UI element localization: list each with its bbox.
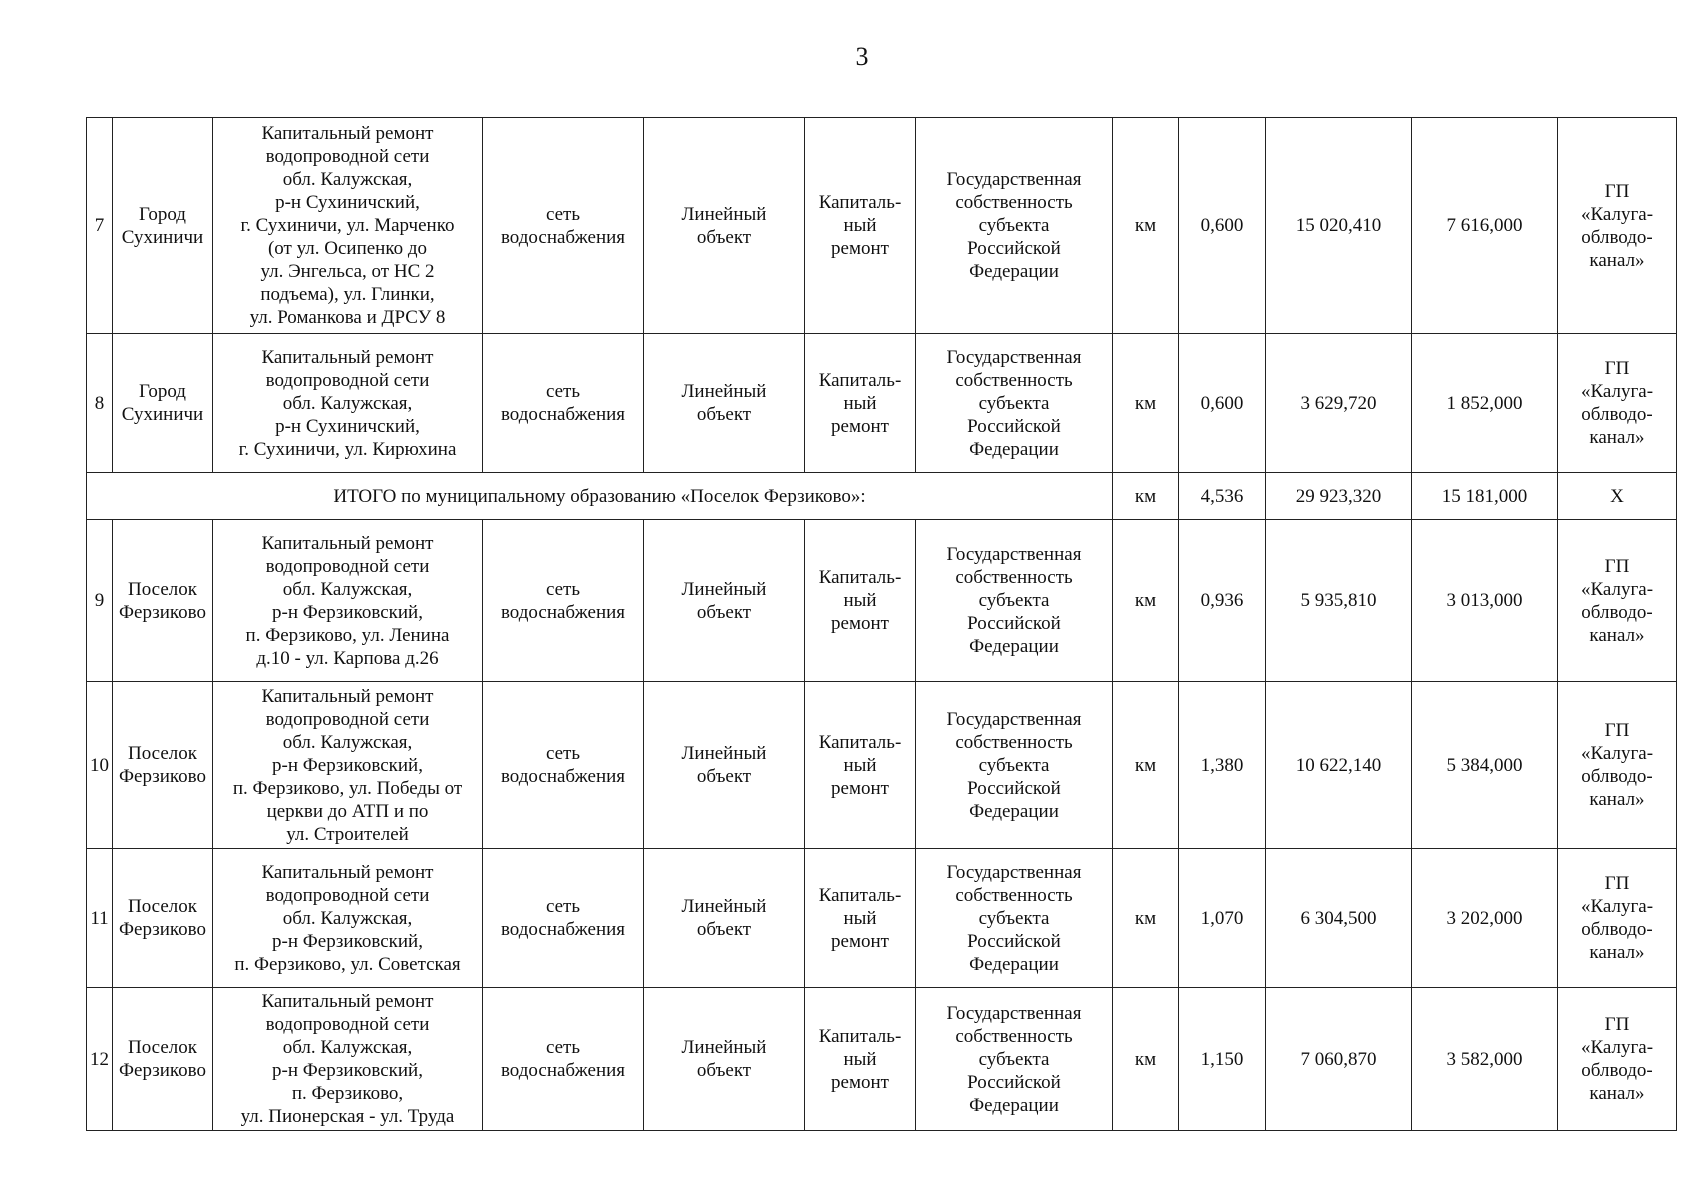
object-type-cell [644,988,805,1131]
operator-cell [1558,849,1677,988]
work-type-cell-line: Капиталь- [818,192,902,213]
ownership-cell-line: субъекта [978,215,1050,236]
unit-cell: км [1113,520,1179,682]
network-cell-line: водоснабжения [500,404,626,425]
description-cell-line: (от ул. Осипенко до [267,238,428,259]
description-cell-line: п. Ферзиково, ул. Советская [234,953,461,975]
description-cell-line: р-н Ферзиковский, [272,930,423,952]
network-cell [483,520,644,682]
description-cell-line: ул. Романкова и ДРСУ 8 [249,307,446,328]
description-cell-line: Капитальный ремонт [261,123,434,144]
operator-cell-line: облводо- [1581,766,1653,787]
operator-cell-line: канал» [1589,249,1645,271]
object-type-cell-line: объект [696,919,752,940]
description-cell [213,520,483,682]
work-type-cell-line: Капиталь- [818,567,902,588]
work-type-cell-line: Капиталь- [818,369,902,391]
page-number: 3 [855,42,869,71]
object-type-cell-line: Линейный [681,1037,767,1058]
network-cell-line: сеть [545,578,581,600]
ownership-cell [916,334,1113,473]
settlement-cell [113,334,213,473]
ownership-cell-line: собственность [955,884,1073,906]
object-type-cell-line: Линейный [681,578,767,600]
work-type-cell-line: ремонт [831,1071,889,1093]
cost-total-cell: 7 060,870 [1266,988,1412,1131]
cost-subsidy-cell: 3 202,000 [1412,849,1558,988]
network-cell-line: водоснабжения [500,1060,626,1081]
length-cell: 0,936 [1179,520,1266,682]
ownership-cell [916,988,1113,1131]
total-row [87,473,1677,520]
unit-cell: км [1113,849,1179,988]
network-cell-line: сеть [545,743,581,764]
description-cell-line: обл. Калужская, [282,578,413,600]
operator-cell [1558,118,1677,334]
cost-subsidy-cell: 7 616,000 [1412,118,1558,334]
operator-cell-line: канал» [1589,942,1645,963]
object-type-cell-line: объект [696,601,752,623]
description-cell-line: г. Сухиничи, ул. Марченко [240,215,455,236]
cost-total-cell: 10 622,140 [1266,682,1412,849]
description-cell-line: Капитальный ремонт [261,991,434,1012]
settlement-cell-line: Город [139,381,186,402]
operator-cell-line: «Калуга- [1580,578,1654,600]
ownership-cell-line: Государственная [946,346,1082,368]
operator-cell-line: ГП [1604,720,1630,741]
ownership-cell-line: Федерации [969,800,1059,822]
description-cell-line: Капитальный ремонт [261,532,434,554]
row-number: 9 [87,520,113,682]
settlement-cell-line: Сухиничи [121,404,204,425]
row-number: 8 [87,334,113,473]
network-cell [483,334,644,473]
work-type-cell-line: ремонт [831,777,889,799]
total-cost-total: 29 923,320 [1266,473,1412,520]
object-type-cell-line: объект [696,1060,752,1081]
operator-cell [1558,682,1677,849]
network-cell [483,682,644,849]
table-row [87,118,1677,334]
ownership-cell-line: собственность [955,192,1073,213]
row-number: 12 [87,988,113,1131]
network-cell [483,118,644,334]
length-cell: 1,380 [1179,682,1266,849]
ownership-cell-line: собственность [955,369,1073,391]
object-type-cell-line: Линейный [681,896,767,917]
description-cell-line: р-н Ферзиковский, [272,601,423,623]
ownership-cell-line: собственность [955,731,1073,753]
operator-cell-line: канал» [1589,1083,1645,1104]
ownership-cell-line: Государственная [946,1002,1082,1024]
work-type-cell-line: ный [843,754,877,776]
network-cell [483,988,644,1131]
cost-subsidy-cell: 1 852,000 [1412,334,1558,473]
object-type-cell-line: Линейный [681,203,767,225]
description-cell-line: церкви до АТП и по [266,800,429,822]
network-cell-line: водоснабжения [500,226,626,248]
description-cell-line: водопроводной сети [265,369,430,391]
object-type-cell-line: Линейный [681,381,767,402]
description-cell [213,849,483,988]
object-type-cell-line: объект [696,226,752,248]
total-operator: Х [1558,473,1677,520]
ownership-cell-line: Государственная [946,708,1082,730]
operator-cell-line: «Калуга- [1580,203,1654,225]
operator-cell [1558,988,1677,1131]
description-cell-line: р-н Ферзиковский, [272,1060,423,1081]
work-type-cell-line: Капиталь- [818,884,902,906]
operator-cell-line: ГП [1604,180,1630,202]
settlement-cell-line: Поселок [127,743,197,764]
work-type-cell [805,849,916,988]
operator-cell [1558,334,1677,473]
operator-cell-line: канал» [1589,624,1645,646]
description-cell-line: водопроводной сети [265,555,430,577]
settlement-cell [113,118,213,334]
object-type-cell [644,520,805,682]
work-type-cell-line: ремонт [831,415,889,437]
work-type-cell-line: ремонт [831,238,889,259]
ownership-cell [916,682,1113,849]
operator-cell-line: «Калуга- [1580,1037,1654,1058]
description-cell-line: п. Ферзиково, ул. Ленина [245,624,450,646]
description-cell-line: обл. Калужская, [282,1037,413,1058]
ownership-cell-line: Российской [967,415,1061,437]
operator-cell-line: «Калуга- [1580,896,1654,917]
network-cell-line: водоснабжения [500,766,626,787]
description-cell-line: Капитальный ремонт [261,685,434,707]
work-type-cell-line: Капиталь- [818,731,902,753]
description-cell-line: р-н Ферзиковский, [272,754,423,776]
ownership-cell-line: Российской [967,1071,1061,1093]
ownership-cell-line: субъекта [978,392,1050,414]
settlement-cell-line: Поселок [127,1037,197,1058]
operator-cell [1558,520,1677,682]
ownership-cell-line: субъекта [978,907,1050,929]
ownership-cell-line: субъекта [978,754,1050,776]
objects-table [86,117,1677,1131]
object-type-cell-line: Линейный [681,743,767,764]
work-type-cell-line: ремонт [831,930,889,952]
work-type-cell [805,520,916,682]
cost-total-cell: 15 020,410 [1266,118,1412,334]
description-cell [213,118,483,334]
ownership-cell-line: Государственная [946,544,1082,565]
ownership-cell-line: Федерации [969,636,1059,657]
network-cell-line: водоснабжения [500,919,626,940]
ownership-cell [916,849,1113,988]
length-cell: 0,600 [1179,118,1266,334]
cost-total-cell: 3 629,720 [1266,334,1412,473]
ownership-cell-line: субъекта [978,590,1050,611]
ownership-cell-line: собственность [955,567,1073,588]
operator-cell-line: «Калуга- [1580,743,1654,764]
settlement-cell-line: Ферзиково [119,766,206,787]
operator-cell-line: ГП [1604,358,1630,379]
ownership-cell-line: Российской [967,930,1061,952]
settlement-cell [113,682,213,849]
operator-cell-line: ГП [1604,555,1630,577]
object-type-cell-line: объект [696,404,752,425]
description-cell [213,682,483,849]
work-type-cell [805,334,916,473]
ownership-cell-line: Государственная [946,861,1082,883]
network-cell-line: водоснабжения [500,601,626,623]
work-type-cell-line: ный [843,1048,877,1070]
length-cell: 0,600 [1179,334,1266,473]
ownership-cell-line: собственность [955,1025,1073,1047]
network-cell-line: сеть [545,203,581,225]
operator-cell-line: облводо- [1581,919,1653,940]
unit-cell: км [1113,334,1179,473]
row-number: 7 [87,118,113,334]
total-label: ИТОГО по муниципальному образованию «Поселок Ферзиково»: [87,473,1113,520]
work-type-cell-line: Капиталь- [818,1025,902,1047]
object-type-cell [644,849,805,988]
table-row [87,682,1677,849]
description-cell [213,988,483,1131]
description-cell-line: Капитальный ремонт [261,346,434,368]
operator-cell-line: облводо- [1581,404,1653,425]
description-cell-line: р-н Сухиничский, [275,192,420,213]
work-type-cell [805,682,916,849]
length-cell: 1,150 [1179,988,1266,1131]
ownership-cell-line: Государственная [946,169,1082,190]
description-cell-line: обл. Калужская, [282,169,413,190]
settlement-cell-line: Город [139,203,186,225]
description-cell-line: обл. Калужская, [282,731,413,753]
description-cell-line: п. Ферзиково, [291,1083,404,1104]
total-unit: км [1113,473,1179,520]
settlement-cell-line: Сухиничи [121,226,204,248]
table-row [87,988,1677,1131]
work-type-cell-line: ный [843,215,877,236]
work-type-cell [805,988,916,1131]
settlement-cell-line: Поселок [127,896,197,917]
description-cell-line: Капитальный ремонт [261,861,434,883]
object-type-cell [644,334,805,473]
cost-total-cell: 5 935,810 [1266,520,1412,682]
description-cell-line: п. Ферзиково, ул. Победы от [232,777,463,799]
description-cell-line: ул. Пионерская - ул. Труда [240,1106,455,1127]
description-cell-line: водопроводной сети [265,708,430,730]
cost-total-cell: 6 304,500 [1266,849,1412,988]
work-type-cell-line: ный [843,907,877,929]
table-row [87,334,1677,473]
object-type-cell [644,682,805,849]
cost-subsidy-cell: 5 384,000 [1412,682,1558,849]
work-type-cell-line: ремонт [831,613,889,634]
ownership-cell-line: Федерации [969,953,1059,975]
table-row [87,520,1677,682]
network-cell [483,849,644,988]
description-cell-line: обл. Калужская, [282,392,413,414]
operator-cell-line: облводо- [1581,601,1653,623]
description-cell-line: г. Сухиничи, ул. Кирюхина [238,438,457,460]
row-number: 11 [87,849,113,988]
description-cell-line: д.10 - ул. Карпова д.26 [256,647,439,669]
network-cell-line: сеть [545,381,581,402]
settlement-cell-line: Поселок [127,578,197,600]
unit-cell: км [1113,118,1179,334]
description-cell-line: подъема), ул. Глинки, [260,284,435,305]
work-type-cell-line: ный [843,590,877,611]
operator-cell-line: ГП [1604,1014,1630,1035]
total-length: 4,536 [1179,473,1266,520]
cost-subsidy-cell: 3 013,000 [1412,520,1558,682]
description-cell-line: обл. Калужская, [282,907,413,929]
description-cell-line: водопроводной сети [265,884,430,906]
settlement-cell [113,520,213,682]
ownership-cell-line: Федерации [969,1094,1059,1116]
ownership-cell [916,520,1113,682]
description-cell-line: ул. Строителей [286,823,409,845]
settlement-cell [113,849,213,988]
settlement-cell-line: Ферзиково [119,601,206,623]
table-body [87,118,1677,1131]
description-cell-line: водопроводной сети [265,146,430,167]
work-type-cell-line: ный [843,392,877,414]
ownership-cell-line: Российской [967,777,1061,799]
ownership-cell-line: Федерации [969,261,1059,282]
operator-cell-line: ГП [1604,873,1630,894]
network-cell-line: сеть [545,1037,581,1058]
work-type-cell [805,118,916,334]
description-cell-line: водопроводной сети [265,1014,430,1035]
ownership-cell-line: Российской [967,238,1061,259]
total-cost-subsidy: 15 181,000 [1412,473,1558,520]
settlement-cell [113,988,213,1131]
operator-cell-line: облводо- [1581,226,1653,248]
unit-cell: км [1113,682,1179,849]
cost-subsidy-cell: 3 582,000 [1412,988,1558,1131]
operator-cell-line: канал» [1589,789,1645,810]
row-number: 10 [87,682,113,849]
settlement-cell-line: Ферзиково [119,919,206,940]
object-type-cell [644,118,805,334]
description-cell-line: ул. Энгельса, от НС 2 [260,261,435,282]
ownership-cell-line: субъекта [978,1048,1050,1070]
ownership-cell-line: Российской [967,613,1061,634]
description-cell [213,334,483,473]
settlement-cell-line: Ферзиково [119,1060,206,1081]
object-type-cell-line: объект [696,766,752,787]
unit-cell: км [1113,988,1179,1131]
description-cell-line: р-н Сухиничский, [275,415,420,437]
table-row [87,849,1677,988]
length-cell: 1,070 [1179,849,1266,988]
operator-cell-line: «Калуга- [1580,381,1654,402]
ownership-cell [916,118,1113,334]
operator-cell-line: канал» [1589,427,1645,448]
ownership-cell-line: Федерации [969,438,1059,460]
operator-cell-line: облводо- [1581,1060,1653,1081]
network-cell-line: сеть [545,896,581,917]
